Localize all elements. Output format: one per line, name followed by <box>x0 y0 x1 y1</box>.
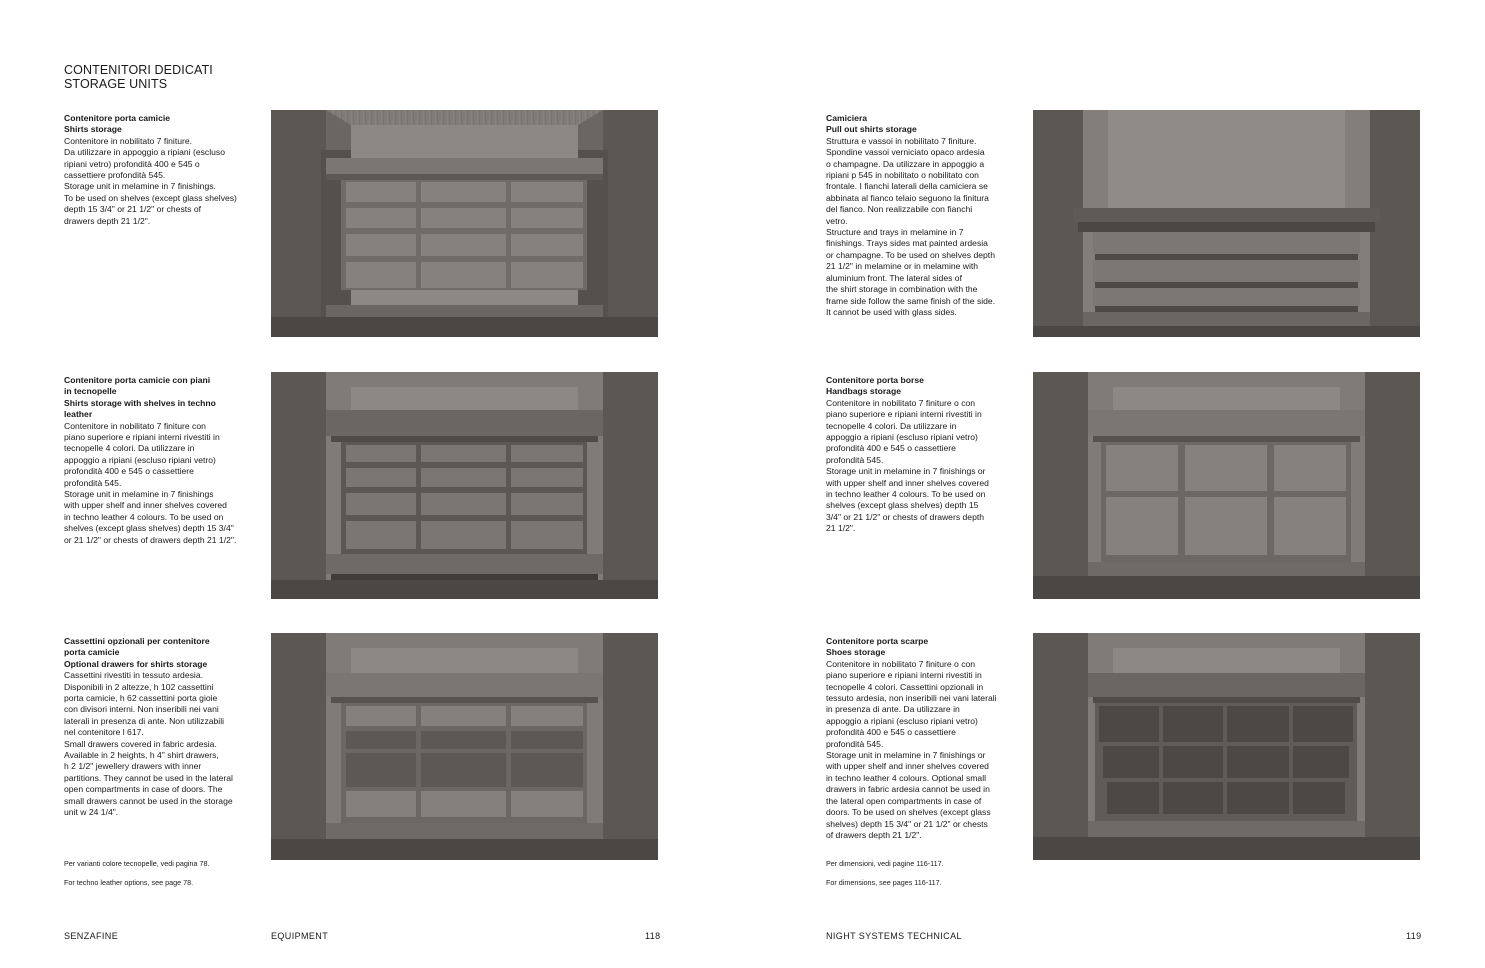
desc-line: ripiani p 545 in nobilitato o nobilitato con <box>826 170 979 181</box>
desc-line: profondità 545. <box>826 738 884 749</box>
desc-line: abbinata al fianco telaio seguono la finitura <box>826 192 989 203</box>
title-english: STORAGE UNITS <box>64 77 168 91</box>
photo-pull-out-shirts <box>1033 110 1420 337</box>
photo-shirts-storage <box>271 110 658 337</box>
desc-line: or 21 1/2" or chests of drawers depth 21 1/2". <box>64 534 237 545</box>
item-title-en: leather <box>64 409 93 420</box>
desc-line: depth 15 3/4" or 21 1/2" or chests of <box>64 204 202 215</box>
desc-line: tecnopelle 4 colori. Da utilizzare in <box>826 420 957 431</box>
desc-line: profondità 545. <box>64 477 122 488</box>
desc-line: Storage unit in melamine in 7 finishings <box>64 489 214 500</box>
desc-line: Available in 2 heights, h 4" shirt drawers, <box>64 750 219 761</box>
desc-line: finishings. Trays sides mat painted ardesia <box>826 238 988 249</box>
item-title-it: Camiciera <box>826 113 868 123</box>
item-title-en: Optional drawers for shirts storage <box>64 658 208 669</box>
desc-line: aluminium front. The lateral sides of <box>826 272 962 283</box>
photo-shirts-storage-techno <box>271 372 658 599</box>
desc-line: laterali in presenza di ante. Non utilizzabili <box>64 715 225 726</box>
desc-line: Contenitore in nobilitato 7 finiture o con <box>826 397 976 408</box>
desc-line: frontale. I fianchi laterali della camiciera se <box>826 181 988 192</box>
desc-line: drawers depth 21 1/2". <box>64 215 151 226</box>
desc-line: nel contenitore l 617. <box>64 727 144 738</box>
desc-line: doors. To be used on shelves (except glass <box>826 807 991 818</box>
item-title-it: Contenitore porta scarpe <box>826 636 929 646</box>
item-title-en: Handbags storage <box>826 386 901 397</box>
desc-line: piano superiore e ripiani interni rivestiti in <box>826 409 982 420</box>
item-title-en: Shirts storage <box>64 124 122 135</box>
desc-line: 21 1/2" in melamine or in melamine with <box>826 261 979 272</box>
title-italian: CONTENITORI DEDICATI <box>64 63 213 77</box>
item-title-en: Shoes storage <box>826 647 886 658</box>
item-title-it: in tecnopelle <box>64 386 117 397</box>
desc-line: shelves (except glass shelves) depth 15 3/4" <box>64 523 234 534</box>
desc-line: profondità 400 e 545 o cassettiere <box>826 727 956 738</box>
desc-line: h 2 1/2" jewellery drawers with inner <box>64 761 202 772</box>
desc-line: the lateral open compartments in case of <box>826 795 982 806</box>
desc-line: Small drawers covered in fabric ardesia. <box>64 738 217 749</box>
item-shirts-storage <box>64 113 254 227</box>
desc-line: Storage unit in melamine in 7 finishings or <box>826 466 986 477</box>
desc-line: del fianco. Non realizzabile con fianchi <box>826 204 973 215</box>
note-english: For techno leather options, see page 78. <box>64 878 194 887</box>
desc-line: tecnopelle 4 colori. Cassettini opzionali in <box>826 681 984 692</box>
item-shirts-storage-techno <box>64 375 254 546</box>
desc-line: with upper shelf and inner shelves covered <box>64 500 227 511</box>
desc-line: 21 1/2". <box>826 523 856 534</box>
photo-handbags-storage <box>1033 372 1420 599</box>
desc-line: of drawers depth 21 1/2". <box>826 829 922 840</box>
desc-line: frame side follow the same finish of the side. <box>826 295 996 306</box>
desc-line: unit w 24 1/4". <box>64 807 119 818</box>
page-number: 118 <box>645 931 661 941</box>
desc-line: in techno leather 4 colours. Optional small <box>826 772 987 783</box>
desc-line: tecnopelle 4 colori. Da utilizzare in <box>64 443 195 454</box>
desc-line: cassettiere profondità 545. <box>64 170 166 181</box>
desc-line: with upper shelf and inner shelves covered <box>826 761 989 772</box>
desc-line: in techno leather 4 colours. To be used on <box>64 511 224 522</box>
item-title-it: Contenitore porta camicie <box>64 113 171 123</box>
desc-line: partitions. They cannot be used in the lateral <box>64 772 233 783</box>
item-title-it: Contenitore porta borse <box>826 375 924 385</box>
footer-brand: SENZAFINE <box>64 931 119 941</box>
desc-line: Contenitore in nobilitato 7 finiture o con <box>826 658 976 669</box>
desc-line: ripiani vetro) profondità 400 e 545 o <box>64 158 200 169</box>
desc-line: vetro. <box>826 215 848 226</box>
desc-line: profondità 545. <box>826 454 884 465</box>
desc-line: piano superiore e ripiani interni rivestiti in <box>826 670 982 681</box>
desc-line: o champagne. Da utilizzare in appoggio a <box>826 158 985 169</box>
desc-line: with upper shelf and inner shelves covered <box>826 477 989 488</box>
desc-line: shelves) depth 15 3/4" or 21 1/2" or chests <box>826 818 988 829</box>
desc-line: Da utilizzare in appoggio a ripiani (escluso <box>64 147 225 158</box>
desc-line: porta camicie, h 62 cassettini porta gioie <box>64 693 218 704</box>
item-title-en: Pull out shirts storage <box>826 124 917 135</box>
note-english: For dimensions, see pages 116-117. <box>826 878 942 887</box>
item-title-it: Contenitore porta camicie con piani <box>64 375 211 385</box>
note-italian: Per dimensioni, vedi pagine 116-117. <box>826 859 944 868</box>
photo-shoes-storage <box>1033 633 1420 860</box>
desc-line: drawers in fabric ardesia cannot be used in <box>826 784 990 795</box>
desc-line: the shirt storage in combination with the <box>826 284 978 295</box>
desc-line: Storage unit in melamine in 7 finishings or <box>826 750 986 761</box>
photo-optional-drawers <box>271 633 658 860</box>
desc-line: Contenitore in nobilitato 7 finiture con <box>64 420 206 431</box>
item-optional-drawers <box>64 636 254 819</box>
note-italian: Per varianti colore tecnopelle, vedi pagina 78. <box>64 859 210 868</box>
desc-line: To be used on shelves (except glass shelves) <box>64 192 237 203</box>
desc-line: tessuto ardesia, non inseribili nei vani laterali <box>826 693 997 704</box>
desc-line: profondità 400 e 545 o cassettiere <box>64 466 194 477</box>
desc-line: small drawers cannot be used in the storage <box>64 795 233 806</box>
desc-line: con divisori interni. Non inseribili nei vani <box>64 704 219 715</box>
desc-line: piano superiore e ripiani interni rivestiti in <box>64 432 220 443</box>
desc-line: or champagne. To be used on shelves depth <box>826 249 995 260</box>
desc-line: profondità 400 e 545 o cassettiere <box>826 443 956 454</box>
item-title-en: Shirts storage with shelves in techno <box>64 397 216 408</box>
item-pull-out-shirts <box>826 113 1016 318</box>
page-title <box>64 63 213 91</box>
footer-section: NIGHT SYSTEMS TECHNICAL <box>826 931 962 941</box>
desc-line: Contenitore in nobilitato 7 finiture. <box>64 135 193 146</box>
desc-line: Storage unit in melamine in 7 finishings. <box>64 181 216 192</box>
footer-section: EQUIPMENT <box>271 931 329 941</box>
item-handbags-storage <box>826 375 1016 535</box>
desc-line: It cannot be used with glass sides. <box>826 306 957 317</box>
desc-line: 3/4" or 21 1/2" or chests of drawers depth <box>826 511 985 522</box>
desc-line: appoggio a ripiani (escluso ripiani vetro) <box>826 715 978 726</box>
desc-line: Spondine vassoi verniciato opaco ardesia <box>826 147 985 158</box>
item-title-it: Cassettini opzionali per contenitore <box>64 636 210 646</box>
desc-line: Struttura e vassoi in nobilitato 7 finiture. <box>826 135 977 146</box>
desc-line: Disponibili in 2 altezze, h 102 cassettini <box>64 681 214 692</box>
desc-line: in techno leather 4 colours. To be used on <box>826 489 986 500</box>
desc-line: in presenza di ante. Da utilizzare in <box>826 704 960 715</box>
desc-line: appoggio a ripiani (escluso ripiani vetro) <box>64 454 216 465</box>
item-shoes-storage <box>826 636 1016 841</box>
desc-line: shelves (except glass shelves) depth 15 <box>826 500 979 511</box>
page-number: 119 <box>1406 931 1422 941</box>
desc-line: appoggio a ripiani (escluso ripiani vetro) <box>826 432 978 443</box>
desc-line: Cassettini rivestiti in tessuto ardesia. <box>64 670 203 681</box>
desc-line: Structure and trays in melamine in 7 <box>826 227 964 238</box>
item-title-it: porta camicie <box>64 647 120 658</box>
desc-line: open compartments in case of doors. The <box>64 784 223 795</box>
